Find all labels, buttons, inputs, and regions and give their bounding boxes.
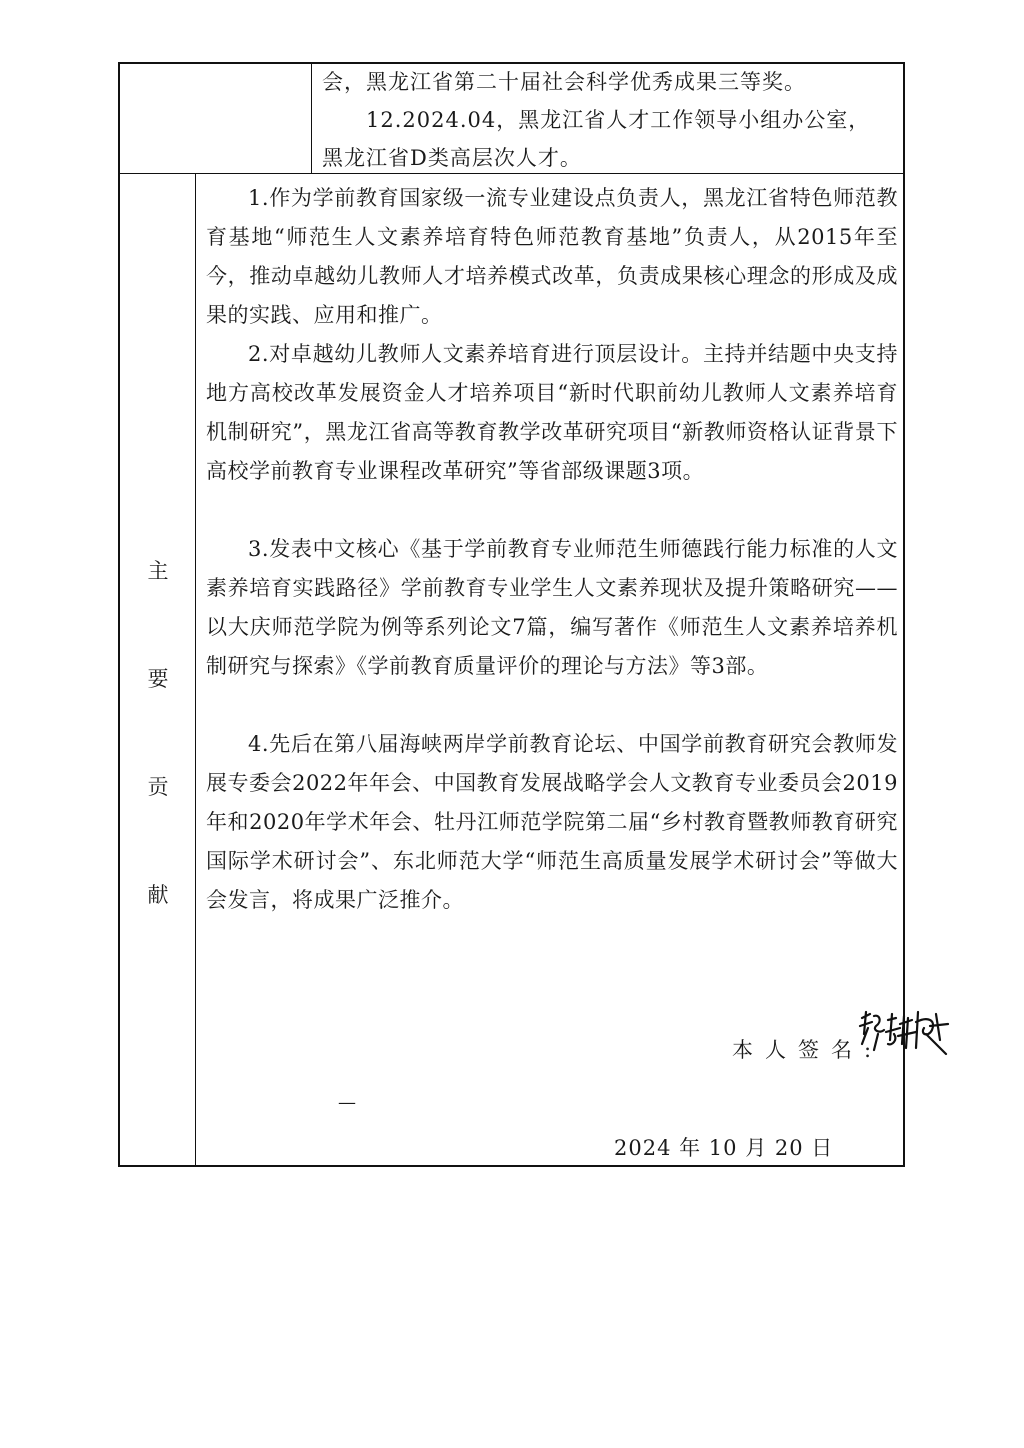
contribution-paragraph: 1.作为学前教育国家级一流专业建设点负责人，黑龙江省特色师范教育基地“师范生人文素养培育特色师范教育基地”负责人，从2015年至今，推动卓越幼儿教师人才培养模式改革，负责成果核心理念的形成及成果的实践、应用和推广。 — [206, 186, 898, 327]
contribution-paragraph: 2.对卓越幼儿教师人文素养培育进行顶层设计。主持并结题中央支持地方高校改革发展资金人才培养项目“新时代职前幼儿教师人文素养培育机制研究”，黑龙江省高等教育教学改革研究项目“新教师资格认证背景下高校学前教育专业课程改革研究”等省部级课题3项。 — [206, 342, 898, 483]
signature-label: 本人签名: — [732, 1038, 884, 1062]
awards-continuation-row — [120, 64, 903, 174]
contribution-paragraph: 3.发表中文核心《基于学前教育专业师范生师德践行能力标准的人文素养培育实践路径》学前教育专业学生人文素养现状及提升策略研究——以大庆师范学院为例等系列论文7篇，编写著作《师范生人文素养培养机制研究与探索》《学前教育质量评价的理论与方法》等3部。 — [206, 537, 898, 678]
section-label-char: 贡 — [147, 775, 169, 799]
handwritten-signature — [856, 1004, 956, 1064]
award-line: 黑龙江省D类高层次人才。 — [322, 146, 582, 170]
contributions-cell — [196, 174, 905, 1167]
awards-label-cell — [120, 64, 312, 173]
dash-mark: — — [338, 1092, 356, 1113]
section-label-char: 主 — [147, 559, 169, 583]
section-label-char: 献 — [147, 883, 169, 907]
signature-date: 2024 年 10 月 20 日 — [614, 1136, 834, 1160]
contribution-table — [118, 62, 905, 1167]
award-line: 12.2024.04，黑龙江省人才工作领导小组办公室， — [366, 108, 871, 132]
contribution-paragraph: 4.先后在第八届海峡两岸学前教育论坛、中国学前教育研究会教师发展专委会2022年年会、中国教育发展战略学会人文教育专业委员会2019年和2020年学术年会、牡丹江师范学院第二届“乡村教育暨教师教育研究国际学术研讨会”、东北师范大学“师范生高质量发展学术研讨会”等做大会发言，将成果广泛推介。 — [206, 732, 898, 912]
award-line: 会，黑龙江省第二十届社会科学优秀成果三等奖。 — [322, 70, 806, 94]
section-label-cell — [120, 174, 196, 1167]
section-label-char: 要 — [147, 667, 169, 691]
